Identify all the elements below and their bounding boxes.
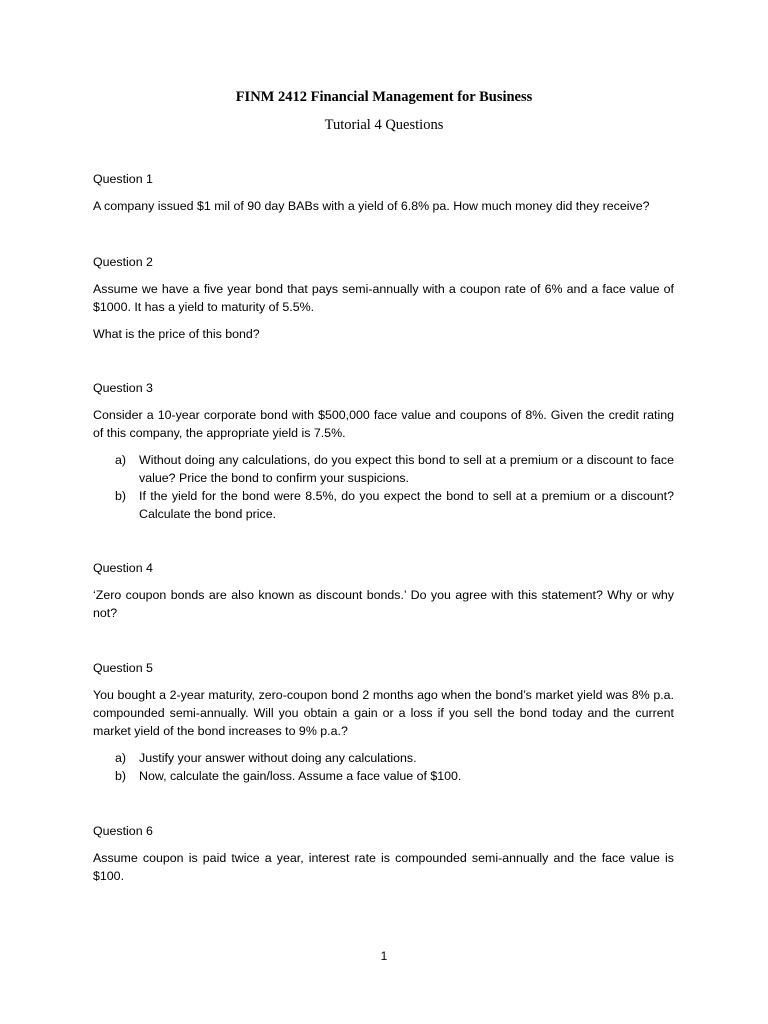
sub-question-list <box>93 749 674 785</box>
list-marker: b) <box>115 769 127 783</box>
question-6 <box>93 822 674 885</box>
question-heading: Question 1 <box>93 172 153 186</box>
question-heading: Question 5 <box>93 661 153 675</box>
question-text: Assume coupon is paid twice a year, interest rate is compounded semi-annually and the face value is $100. <box>93 851 674 883</box>
sub-question-text: If the yield for the bond were 8.5%, do you expect the bond to sell at a premium or a discount? Calculate the bond price. <box>139 489 674 521</box>
question-5 <box>93 659 674 785</box>
sub-question-b <box>93 767 674 785</box>
sub-question-text: Without doing any calculations, do you expect this bond to sell at a premium or a discount to face value? Price the bond to confirm your suspicions. <box>139 453 674 485</box>
question-heading: Question 6 <box>93 824 153 838</box>
sub-question-a <box>93 451 674 487</box>
document-subtitle: Tutorial 4 Questions <box>324 117 444 133</box>
question-heading: Question 4 <box>93 561 153 575</box>
question-3 <box>93 379 674 523</box>
question-1 <box>93 170 674 215</box>
question-text: Consider a 10-year corporate bond with $500,000 face value and coupons of 8%. Given the credit rating of this company, the appropriate yield is 7.5%. <box>93 408 674 440</box>
list-marker: b) <box>115 489 127 503</box>
question-text: You bought a 2-year maturity, zero-coupon bond 2 months ago when the bond’s market yield was 8% p.a. compounded semi-annually. Will you obtain a gain or a loss if you sell the bond today and the current market yield of the bond increases to 9% p.a.? <box>93 688 674 738</box>
document-title: FINM 2412 Financial Management for Business <box>235 89 533 105</box>
sub-question-text: Now, calculate the gain/loss. Assume a face value of $100. <box>139 769 462 783</box>
question-heading: Question 2 <box>93 255 153 269</box>
question-heading: Question 3 <box>93 381 153 395</box>
list-marker: a) <box>115 751 127 765</box>
question-2 <box>93 253 674 343</box>
question-text: A company issued $1 mil of 90 day BABs with a yield of 6.8% pa. How much money did they receive? <box>93 199 650 213</box>
question-text: ‘Zero coupon bonds are also known as discount bonds.’ Do you agree with this statement? Why or why not? <box>93 588 674 620</box>
sub-question-list <box>93 451 674 523</box>
question-4 <box>93 559 674 622</box>
question-text: Assume we have a five year bond that pays semi-annually with a coupon rate of 6% and a face value of $1000. It has a yield to maturity of 5.5%. <box>93 282 674 314</box>
sub-question-b <box>93 487 674 523</box>
sub-question-text: Justify your answer without doing any calculations. <box>139 751 417 765</box>
sub-question-a <box>93 749 674 767</box>
page-number: 1 <box>380 949 388 963</box>
question-text: What is the price of this bond? <box>93 327 260 341</box>
list-marker: a) <box>115 453 127 467</box>
